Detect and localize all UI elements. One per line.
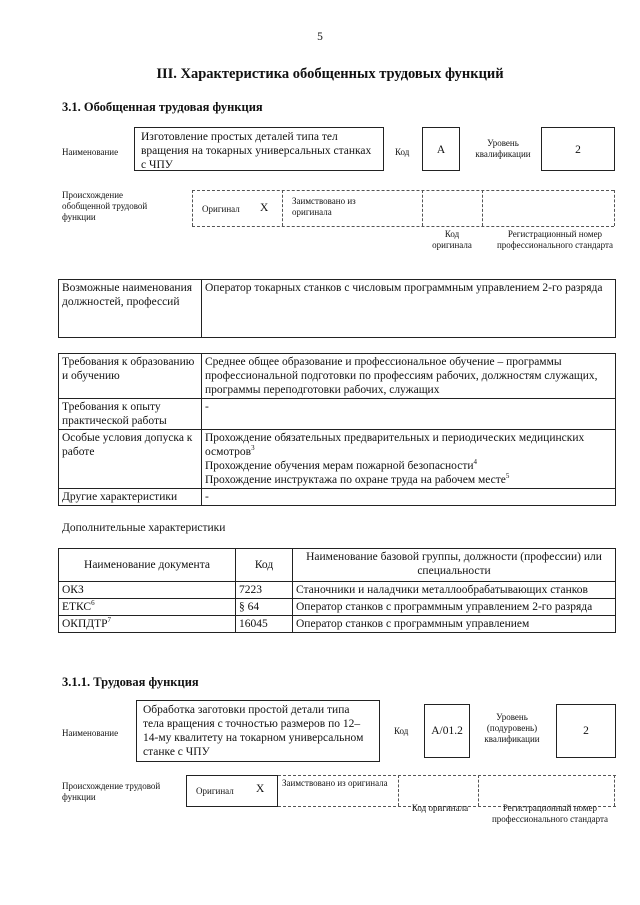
additional-heading: Дополнительные характеристики: [62, 522, 226, 534]
additional-header-name: Наименование базовой группы, должности (профессии) или специальности: [293, 549, 616, 582]
positions-label: Возможные наименования должностей, профессий: [59, 280, 202, 338]
additional-row-3-name: Оператор станков с программным управлением: [293, 616, 616, 633]
req-special-line-3: Прохождение инструктажа по охране труда на рабочем месте: [205, 474, 506, 486]
s311-name-value: Обработка заготовки простой детали типа тела вращения с точностью размеров по 12–14-му квалитету на токарном универсальном станке с ЧПУ: [136, 700, 380, 762]
additional-row-2-name: Оператор станков с программным управлением 2-го разряда: [293, 599, 616, 616]
footnote-ref-6: 6: [91, 599, 95, 608]
s31-level-value: 2: [541, 127, 615, 171]
footnote-ref-5: 5: [505, 472, 510, 481]
table-row: [59, 616, 616, 633]
s311-level-label: Уровень (подуровень) квалификации: [484, 712, 540, 744]
s31-original-label: Оригинал: [202, 204, 240, 214]
page-number: 5: [317, 31, 323, 43]
s311-heading: 3.1.1. Трудовая функция: [62, 675, 199, 689]
req-experience-value: -: [202, 399, 616, 430]
requirements-table: [58, 353, 616, 506]
positions-value: Оператор токарных станков с числовым программным управлением 2-го разряда: [202, 280, 616, 338]
s311-original-label: Оригинал: [196, 786, 234, 796]
additional-header-code: Код: [236, 549, 293, 582]
s311-reg-number-label: Регистрационный номер профессионального стандарта: [491, 803, 609, 824]
req-special-line-2: Прохождение обучения мерам пожарной безопасности: [205, 460, 474, 472]
section-title: III. Характеристика обобщенных трудовых функций: [156, 66, 504, 82]
s31-code-value: A: [422, 127, 460, 171]
additional-header-doc: Наименование документа: [59, 549, 236, 582]
additional-row-3-doc: ОКПДТР: [62, 618, 108, 630]
positions-table: [58, 279, 616, 338]
s311-code-original-label: Код оригинала: [411, 803, 469, 813]
footnote-ref-4: 4: [473, 458, 478, 467]
s31-name-value: Изготовление простых деталей типа тел вращения на токарных универсальных станках с ЧПУ: [134, 127, 384, 171]
req-special-value: [202, 430, 616, 489]
additional-row-3-code: 16045: [236, 616, 293, 633]
req-special-label: Особые условия допуска к работе: [59, 430, 202, 489]
req-other-value: -: [202, 489, 616, 506]
s31-reg-number-label: Регистрационный номер профессионального стандарта: [496, 229, 614, 250]
req-education-label: Требования к образованию и обучению: [59, 354, 202, 399]
s31-name-label: Наименование: [62, 147, 119, 157]
s31-original-mark: X: [260, 202, 269, 214]
req-special-line-1: Прохождение обязательных предварительных и периодических медицинских осмотров: [205, 432, 585, 458]
req-other-label: Другие характеристики: [59, 489, 202, 506]
s31-code-label: Код: [395, 147, 410, 157]
s311-level-value: 2: [556, 704, 616, 758]
additional-row-2-code: § 64: [236, 599, 293, 616]
s311-borrowed-label: Заимствовано из оригинала: [282, 778, 388, 788]
s311-code-value: A/01.2: [424, 704, 470, 758]
table-row: [59, 582, 616, 599]
additional-row-2-doc-cell: [59, 599, 236, 616]
req-experience-label: Требования к опыту практической работы: [59, 399, 202, 430]
s311-original-mark: X: [256, 783, 265, 795]
s311-name-label: Наименование: [62, 728, 119, 738]
s311-code-label: Код: [394, 726, 409, 736]
s31-heading: 3.1. Обобщенная трудовая функция: [62, 100, 263, 114]
footnote-ref-3: 3: [251, 444, 255, 453]
s31-borrowed-label: Заимствовано из оригинала: [292, 196, 356, 217]
table-row: [59, 599, 616, 616]
additional-row-3-doc-cell: [59, 616, 236, 633]
footnote-ref-7: 7: [107, 616, 112, 625]
additional-row-1-code: 7223: [236, 582, 293, 599]
additional-row-1-name: Станочники и наладчики металлообрабатывающих станков: [293, 582, 616, 599]
additional-row-1-doc: ОКЗ: [59, 582, 236, 599]
s31-code-original-label: Код оригинала: [432, 229, 472, 250]
additional-table: [58, 548, 616, 633]
s31-origin-label: Происхождение обобщенной трудовой функции: [62, 190, 148, 222]
s31-level-label: Уровень квалификации: [475, 138, 531, 159]
req-education-value: Среднее общее образование и профессиональное обучение – программы профессиональной подготовки по профессиям рабочих, должностям служащих, программы переподготовки рабочих, служащих: [202, 354, 616, 399]
s311-origin-label: Происхождение трудовой функции: [62, 781, 161, 802]
additional-row-2-doc: ЕТКС: [62, 601, 92, 613]
